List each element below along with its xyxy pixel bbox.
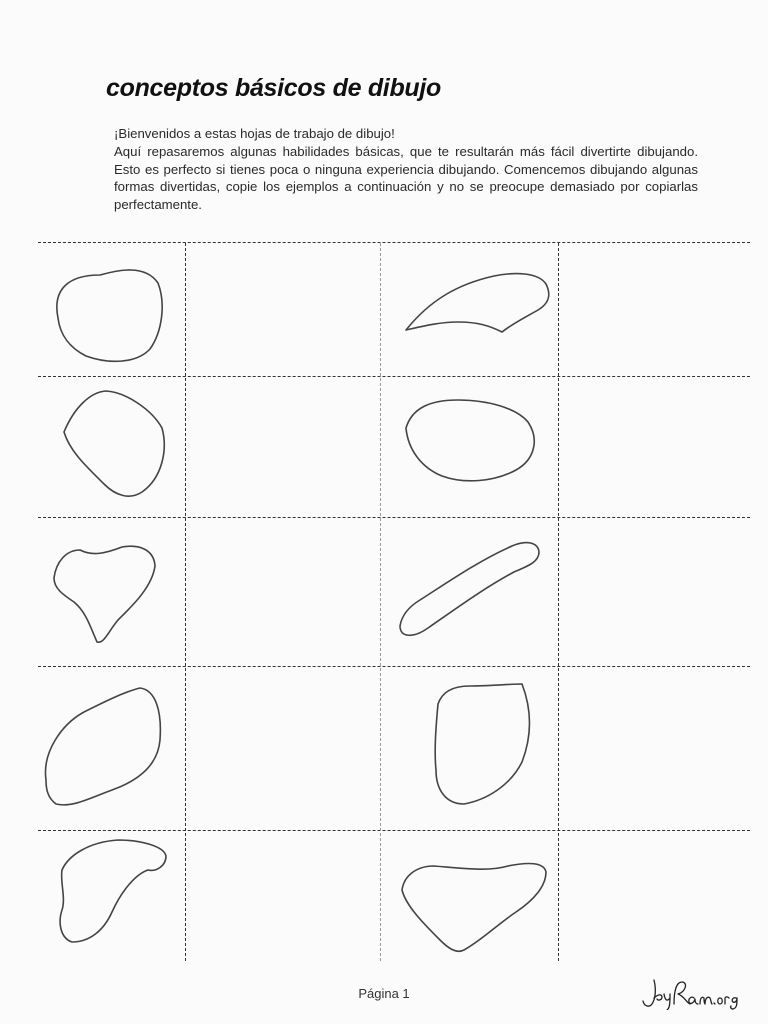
intro-body: Aquí repasaremos algunas habilidades básicas, que te resultarán más fácil divertirte dibujando. Esto es perfecto si tienes poca o ninguna experiencia dibujando. Comencemos dibujando algunas formas divertidas, copie los ejemplos a continuación y no se preocupe demasiado por copiarlas perfectamente. [114, 143, 698, 213]
shape-bean-blob [60, 840, 166, 942]
shape-rounded-blob [57, 270, 162, 361]
shape-rounded-square-blob [64, 391, 164, 496]
shape-leaf [406, 274, 549, 332]
shape-egg-blob [45, 688, 160, 805]
shape-heart-like-blob [54, 546, 155, 642]
shape-shield [435, 684, 529, 804]
logo-signature [640, 976, 740, 1010]
page-number: Página 1 [358, 986, 410, 1001]
intro-greeting: ¡Bienvenidos a estas hojas de trabajo de dibujo! [114, 126, 395, 141]
shape-triangular-blob [402, 864, 546, 952]
page-title: conceptos básicos de dibujo [106, 74, 442, 102]
shape-elongated-pill [400, 543, 539, 636]
shape-lemon [406, 400, 534, 481]
